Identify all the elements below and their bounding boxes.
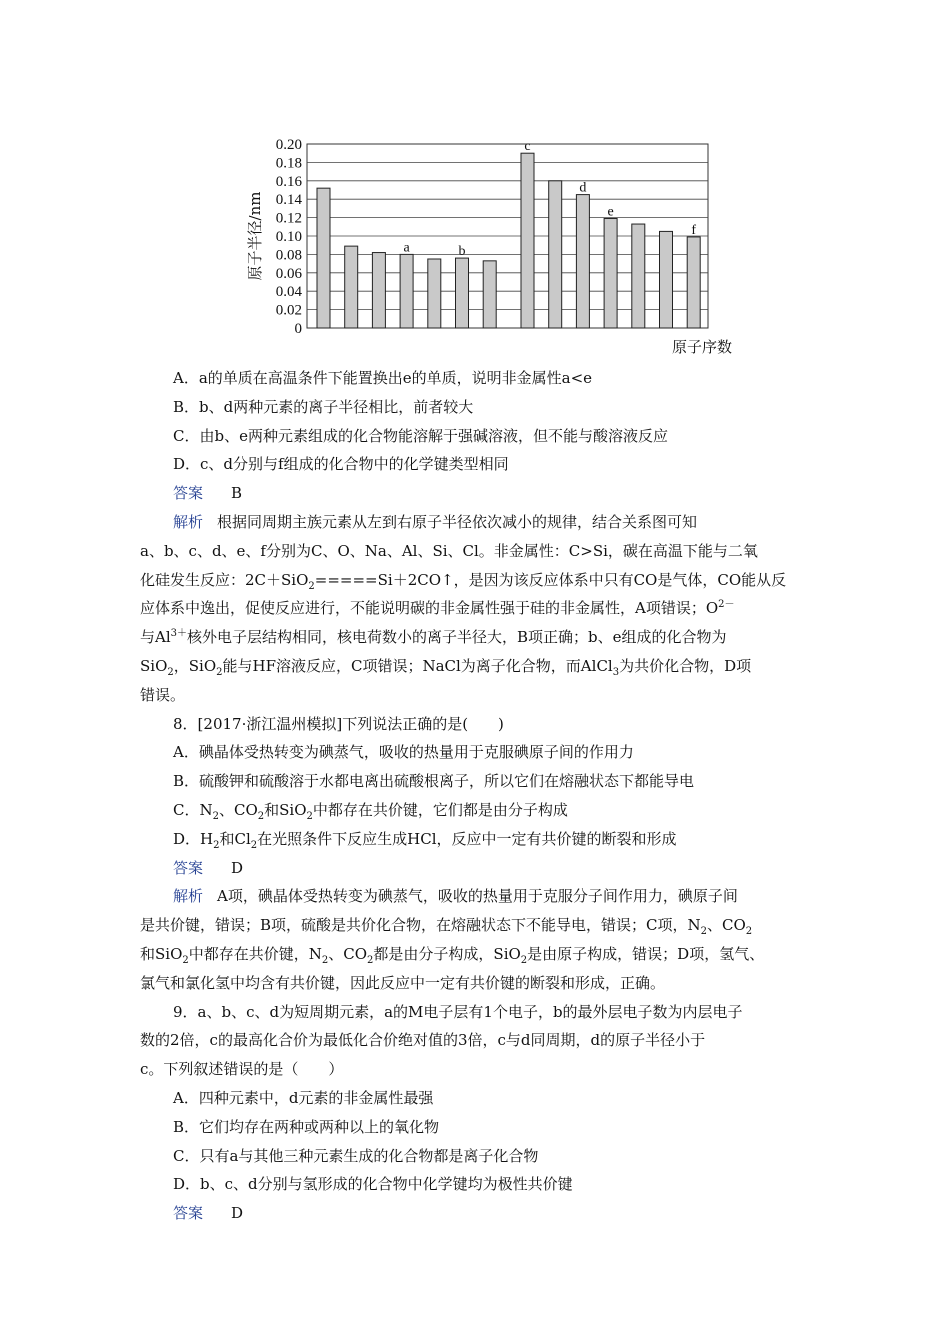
q7-answer bbox=[140, 479, 820, 508]
answer-label: 答案 bbox=[173, 484, 204, 503]
q8-stem: 8．[2017·浙江温州模拟]下列说法正确的是( ) bbox=[173, 714, 504, 733]
y-tick-label: 0.14 bbox=[275, 192, 302, 209]
q7-analysis-line-2: a、b、c、d、e、f分别为C、O、Na、Al、Si、Cl。非金属性：C>Si，碳在高温下能与二氧 bbox=[140, 541, 758, 560]
answer-value: B bbox=[231, 484, 243, 503]
bar-label-c: c bbox=[524, 139, 531, 155]
q7-analysis-line-1: 解析 根据同周期主族元素从左到右原子半径依次减小的规律，结合关系图可知 bbox=[173, 512, 698, 531]
q8-option-b: B．硫酸钾和硫酸溶于水都电离出硫酸根离子，所以它们在熔融状态下都能导电 bbox=[173, 772, 695, 791]
q9-stem-line-2: 数的2倍，c的最高化合价为最低化合价绝对值的3倍，c与d同周期，d的原子半径小于 bbox=[140, 1031, 706, 1050]
q8-analysis-line-3: 和SiO$_2$中都存在共价键，$N_2$、$CO_2$都是由分子构成，SiO$_2$是由原子构成，错误；D项，氢气、 bbox=[140, 944, 765, 966]
y-tick-label: 0.02 bbox=[275, 302, 302, 319]
q8-analysis-line-2: 是共价键，错误；B项，硫酸是共价化合物，在熔融状态下不能导电，错误；C项，$N_2$、$CO_2$ bbox=[140, 916, 753, 938]
answer-label: 答案 bbox=[173, 1204, 204, 1223]
bar-label-a: a bbox=[403, 240, 410, 256]
bar-label-b: b bbox=[458, 244, 466, 260]
answer-label: 答案 bbox=[173, 858, 204, 877]
q8-option-c: C．$N_2$、$CO_2$和SiO$_2$中都存在共价键，它们都是由分子构成 bbox=[173, 800, 568, 822]
y-tick-label: 0.16 bbox=[275, 173, 302, 190]
bar bbox=[549, 181, 562, 328]
y-tick-label: 0.20 bbox=[275, 137, 302, 153]
bar bbox=[428, 259, 441, 328]
bar bbox=[400, 254, 413, 328]
q9-option-a: A．四种元素中，d元素的非金属性最强 bbox=[173, 1088, 434, 1107]
y-tick-label: 0.12 bbox=[275, 210, 302, 227]
q7-analysis-line-6: SiO$_2$，SiO$_2$能与HF溶液反应，C项错误；NaCl为离子化合物，而AlCl$_3$为共价化合物，D项 bbox=[140, 656, 752, 678]
q8-option-d: D．$H_2$和$Cl_2$在光照条件下反应生成HCl，反应中一定有共价键的断裂和形成 bbox=[173, 829, 677, 851]
q7-analysis-line-7: 错误。 bbox=[140, 685, 186, 704]
analysis-label: 解析 bbox=[173, 887, 204, 906]
analysis-label: 解析 bbox=[173, 512, 204, 531]
q9-option-b: B．它们均存在两种或两种以上的氧化物 bbox=[173, 1117, 440, 1136]
bar bbox=[317, 188, 330, 328]
y-axis-label: 原子半径/nm bbox=[246, 191, 264, 281]
q9-stem-line-1: 9．a、b、c、d为短周期元素，a的M电子层有1个电子，b的最外层电子数为内层电子 bbox=[173, 1002, 743, 1021]
q9-stem-line-3: c。下列叙述错误的是（ ） bbox=[140, 1060, 344, 1079]
bar bbox=[687, 237, 700, 328]
y-tick-label: 0.18 bbox=[275, 155, 302, 172]
q8-option-a: A．碘晶体受热转变为碘蒸气，吸收的热量用于克服碘原子间的作用力 bbox=[173, 743, 634, 762]
bar-label-f: f bbox=[691, 222, 697, 238]
y-tick-label: 0.06 bbox=[275, 265, 302, 282]
bar bbox=[483, 261, 496, 328]
bar bbox=[521, 153, 534, 328]
atomic-radius-bar-chart bbox=[240, 128, 745, 360]
y-tick-label: 0.08 bbox=[275, 247, 302, 264]
bar bbox=[576, 195, 589, 328]
y-tick-label: 0.10 bbox=[275, 229, 302, 245]
bar-label-d: d bbox=[579, 180, 587, 196]
q9-option-c: C．只有a与其他三种元素生成的化合物都是离子化合物 bbox=[173, 1146, 539, 1165]
x-axis-label: 原子序数 bbox=[671, 338, 733, 356]
bar bbox=[456, 258, 469, 328]
q7-analysis-line-5: 与$Al^{3+}$核外电子层结构相同，核电荷数小的离子半径大，B项正确；b、e组成的化合物为 bbox=[140, 628, 727, 647]
q7-option-c: C．由b、e两种元素组成的化合物能溶解于强碱溶液，但不能与酸溶液反应 bbox=[173, 426, 668, 445]
q8-analysis-line-4: 氯气和氯化氢中均含有共价键，因此反应中一定有共价键的断裂和形成，正确。 bbox=[140, 973, 666, 992]
bar bbox=[604, 219, 617, 328]
q7-analysis-line-3: 化硅发生反应：2C＋SiO$_2$=====Si＋2CO↑，是因为该反应体系中只有CO是气体，CO能从反 bbox=[140, 570, 787, 592]
y-tick-label: 0.04 bbox=[275, 284, 302, 301]
bar bbox=[372, 253, 385, 328]
bar bbox=[345, 246, 358, 328]
bar bbox=[660, 231, 673, 328]
bar-label-e: e bbox=[607, 204, 614, 220]
q9-answer bbox=[140, 1199, 820, 1228]
q7-analysis-line-4: 应体系中逸出，促使反应进行，不能说明碳的非金属性强于硅的非金属性，A项错误；$O^{2-}$ bbox=[140, 599, 735, 618]
q9-option-d: D．b、c、d分别与氢形成的化合物中化学键均为极性共价键 bbox=[173, 1175, 573, 1194]
q8-answer bbox=[140, 854, 820, 883]
answer-value: D bbox=[231, 858, 244, 877]
question-content bbox=[140, 364, 820, 1228]
y-tick-label: 0 bbox=[294, 321, 302, 337]
q7-option-a: A．a的单质在高温条件下能置换出e的单质，说明非金属性a<e bbox=[173, 369, 593, 387]
q7-option-b: B．b、d两种元素的离子半径相比，前者较大 bbox=[173, 397, 474, 416]
answer-value: D bbox=[231, 1204, 244, 1223]
q7-option-d: D．c、d分别与f组成的化合物中的化学键类型相同 bbox=[173, 455, 509, 474]
bar bbox=[632, 224, 645, 328]
q8-analysis-line-1: 解析 A项，碘晶体受热转变为碘蒸气，吸收的热量用于克服分子间作用力，碘原子间 bbox=[173, 887, 738, 906]
